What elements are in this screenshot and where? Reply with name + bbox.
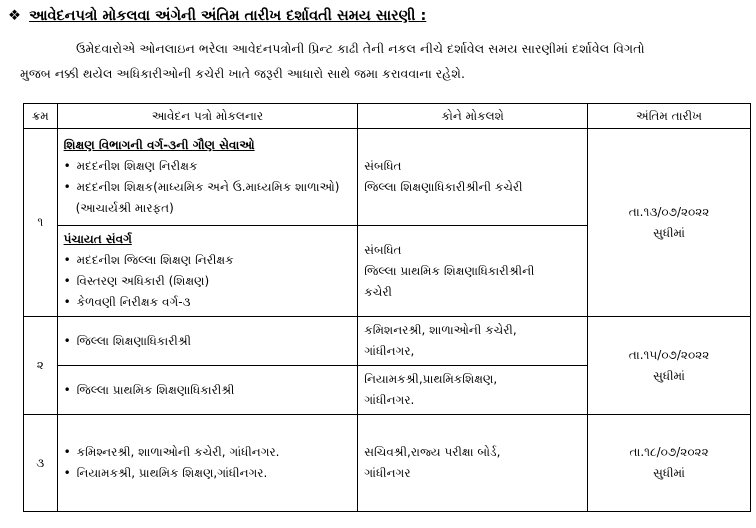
recipient-cell: [358, 366, 588, 415]
recipient-line: કચેરી: [364, 284, 392, 299]
row-number: ૧: [24, 129, 58, 317]
until-label: સુધીમાં: [653, 466, 685, 480]
list-item: • મદદનીશ શિક્ષક(માધ્યમિક અને ઉ.માધ્યમિક શાળાઓ): [64, 177, 352, 198]
recipient-cell: [358, 317, 588, 366]
last-date: તા.૧૮/૦૭/૨૦૨૨: [629, 445, 709, 459]
last-date: તા.૧૩/૦૭/૨૦૨૨: [628, 204, 710, 219]
until-label: સુધીમાં: [653, 368, 685, 383]
diamond-bullet-icon: ❖: [8, 8, 21, 24]
list-item: • મદદનીશ શિક્ષણ નિરીક્ષક: [64, 156, 352, 177]
recipient-line: ગાંધીનગર: [364, 466, 411, 480]
recipient-line: કમિશનરશ્રી, શાળાઓની કચેરી,: [364, 323, 517, 337]
last-date: તા.૧૫/૦૭/૨૦૨૨: [628, 347, 710, 362]
sender-cell: [57, 226, 358, 317]
table-row: [24, 129, 751, 226]
recipient-cell: [358, 415, 588, 512]
list-item: • કમિશ્નરશ્રી, શાળાઓની કચેરી, ગાંધીનગર.: [64, 442, 352, 463]
last-date-cell: [588, 317, 751, 415]
recipient-line: ગાંધીનગર.: [364, 393, 415, 407]
header-sender: આવેદન પત્રો મોકલનાર: [57, 104, 358, 129]
header-last-date: અંતિમ તારીખ: [588, 104, 751, 129]
row-number: ૨: [24, 317, 58, 415]
header-serial: ક્રમ: [24, 104, 58, 129]
list-item: • મદદનીશ જિલ્લા શિક્ષણ નિરીક્ષક: [64, 250, 352, 271]
list-item: • નિયામકશ્રી, પ્રાથમિક શિક્ષણ,ગાંધીનગર.: [64, 463, 352, 484]
recipient-line: સચિવશ્રી,રાજ્ય પરીક્ષા બોર્ડ,: [364, 445, 501, 459]
section-heading: [8, 8, 426, 24]
recipient-line: જિલ્લા શિક્ષણાધિકારીશ્રીની કચેરી: [364, 180, 523, 194]
intro-line-1: ઉમેદવારોએ ઓનલાઇન ભરેલા આવેદનપત્રોની પ્રિન્ટ કાઢી તેની નકલ નીચે દર્શાવેલ સમય સારણીમાં દર્શાવેલ વિગતો: [76, 41, 645, 56]
table-header-row: [24, 104, 751, 129]
heading-title: આવેદનપત્રો મોકલવા અંગેની અંતિમ તારીખ દર્શાવતી સમય સારણી :: [29, 8, 427, 24]
recipient-line: સંબધિત: [364, 159, 402, 173]
recipient-line: જિલ્લા પ્રાથમિક શિક્ષણાધિકારીશ્રીની: [364, 263, 535, 278]
row-number: ૩: [24, 415, 58, 512]
sender-cell: [57, 415, 358, 512]
table-row: [24, 415, 751, 512]
group-title: શિક્ષણ વિભાગની વર્ગ-૩ની ગૌણ સેવાઓ: [63, 138, 255, 152]
intro-paragraph: [20, 36, 750, 86]
list-item-continuation: (આચાર્યશ્રી મારફત): [75, 201, 174, 215]
last-date-cell: [588, 415, 751, 512]
until-label: સુધીમાં: [653, 225, 685, 240]
last-date-cell: [588, 129, 751, 317]
group-title: પંચાયત સંવર્ગ: [63, 232, 132, 246]
list-item: • જિલ્લા પ્રાથમિક શિક્ષણાધિકારીશ્રી: [64, 380, 352, 401]
recipient-cell: [358, 129, 588, 226]
sender-cell: [57, 366, 358, 415]
recipient-cell: [358, 226, 588, 317]
schedule-table: [23, 103, 751, 512]
recipient-line: નિયામકશ્રી,પ્રાથમિકશિક્ષણ,: [364, 372, 498, 386]
sender-cell: [57, 129, 358, 226]
list-item: • વિસ્તરણ અધિકારી (શિક્ષણ): [64, 271, 352, 292]
recipient-line: ગાંધીનગર,: [364, 344, 415, 358]
header-recipient: કોને મોકલશે: [358, 104, 588, 129]
list-item: • જિલ્લા શિક્ષણાધિકારીશ્રી: [64, 331, 352, 352]
list-item: • કેળવણી નિરીક્ષક વર્ગ-૩: [64, 292, 352, 313]
table-row: [24, 317, 751, 366]
recipient-line: સંબધિત: [364, 242, 402, 257]
sender-cell: [57, 317, 358, 366]
intro-line-2: મુજબ નક્કી થયેલ અધિકારીઓની કચેરી ખાતે જરૂરી આધારો સાથે જમા કરાવવાના રહેશે.: [20, 66, 465, 81]
